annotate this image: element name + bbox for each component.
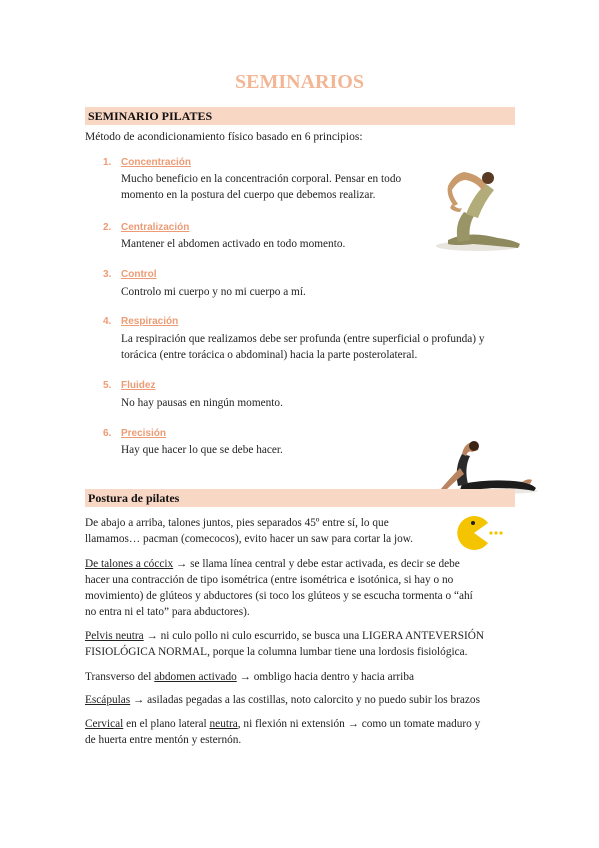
principle-desc-4: La respiración que realizamos debe ser profunda (entre superficial o profunda) y torácica (entre torácica o abdominal) hacia la parte posterolateral. (121, 333, 485, 361)
page-title: SEMINARIOS (235, 71, 364, 93)
paragraph-talones: De talones a cóccix → se llama línea central y debe estar activada, es decir se debe hacer una contracción de tipo isométrica (entre isométrica e isotónica, si hay o no movimiento) de glúteos y abductores (si toco los glúteos y se escucha tormenta o “ahí no entra ni el tato” para abductores). (85, 558, 473, 618)
yoga-pose-kneeling-illustration (428, 160, 524, 254)
pacman-icon (455, 514, 505, 554)
yoga-pose-cobra-illustration (432, 438, 540, 496)
paragraph-pelvis: Pelvis neutra → ni culo pollo ni culo escurrido, se busca una LIGERA ANTEVERSIÓN FISIOLÓGICA NORMAL, porque la columna lumbar tiene una lordosis fisiológica. (85, 630, 485, 658)
principle-desc-2: Mantener el abdomen activado en todo momento. (121, 238, 346, 250)
principle-title-5: 5. Fluidez (103, 380, 156, 391)
principle-desc-5: No hay pausas en ningún momento. (121, 397, 283, 409)
principle-desc-3: Controlo mi cuerpo y no mi cuerpo a mí. (121, 286, 306, 298)
paragraph-escapulas: Escápulas → asiladas pegadas a las costillas, noto calorcito y no puedo subir los brazos (85, 694, 480, 706)
principle-desc-6: Hay que hacer lo que se debe hacer. (121, 444, 283, 456)
paragraph-cervical: Cervical en el plano lateral neutra, ni flexión ni extensión → como un tomate maduro y de huerta entre mentón y esternón. (85, 718, 481, 746)
principle-title-6: 6. Precisión (103, 428, 167, 439)
principle-title-2: 2. Centralización (103, 222, 190, 233)
principle-desc-1: Mucho beneficio en la concentración corporal. Pensar en todo momento en la postura del cuerpo que debemos realizar. (121, 173, 402, 201)
intro-text: Método de acondicionamiento físico basado en 6 principios: (85, 131, 363, 143)
section-heading-postura: Postura de pilates (85, 489, 515, 507)
section-heading-seminario: SEMINARIO PILATES (85, 107, 515, 125)
principle-title-3: 3. Control (103, 269, 157, 280)
principle-title-1: 1. Concentración (103, 157, 192, 168)
paragraph-transverso: Transverso del abdomen activado → ombligo hacia dentro y hacia arriba (85, 671, 414, 683)
principle-title-4: 4. Respiración (103, 316, 179, 327)
paragraph-pacman: De abajo a arriba, talones juntos, pies separados 45º entre sí, lo que llamamos… pacman (comecocos), evito hacer un saw para cortar la jow. (85, 517, 413, 545)
